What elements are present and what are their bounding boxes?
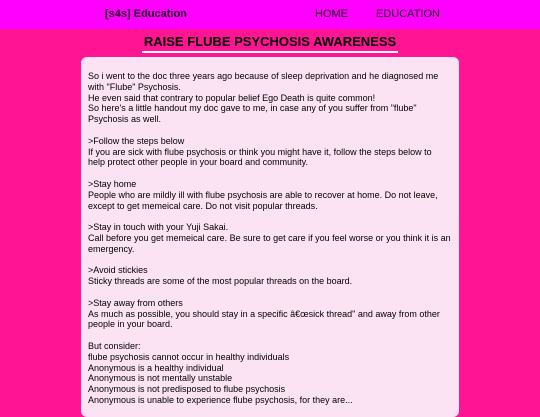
stay-in-touch-section xyxy=(88,222,451,254)
intro-paragraph xyxy=(88,71,451,125)
section-heading: >Avoid stickies xyxy=(88,265,148,276)
intro-line: He even said that contrary to popular belief Ego Death is quite common! xyxy=(88,92,376,103)
nav-home-link[interactable]: HOME xyxy=(315,8,348,20)
section-heading: >Stay home xyxy=(88,178,137,189)
consider-line: Anonymous is unable to experience flube psychosis, for they are... xyxy=(88,394,353,405)
intro-line: So here's a little handout my doc gave to me, in case any of you suffer from "flube" Psychosis as well. xyxy=(88,103,417,125)
page-title: RAISE FLUBE PSYCHOSIS AWARENESS xyxy=(142,34,398,53)
consider-line: flube psychosis cannot occur in healthy individuals xyxy=(88,351,290,362)
avoid-stickies-section xyxy=(88,265,451,287)
section-text: Call before you get memeical care. Be sure to get care if you feel worse or you think it is an emergency. xyxy=(88,232,451,254)
stay-away-section xyxy=(88,298,451,330)
consider-line: Anonymous is a healthy individual xyxy=(88,362,224,373)
section-text: Sticky threads are some of the most popular threads on the board. xyxy=(88,276,353,287)
section-text: As much as possible, you should stay in a specific â€œsick thread" and away from other people in your board. xyxy=(88,308,440,330)
section-text: If you are sick with flube psychosis or think you might have it, follow the steps below to help protect other people in your board and community. xyxy=(88,146,432,168)
follow-steps-section xyxy=(88,136,451,168)
section-heading: >Stay away from others xyxy=(88,297,183,308)
article-card xyxy=(81,57,459,417)
consider-line: Anonymous is not predisposed to flube psychosis xyxy=(88,384,286,395)
site-brand-link[interactable]: [s4s] Education xyxy=(105,8,187,20)
consider-section xyxy=(88,341,451,406)
section-heading: But consider: xyxy=(88,340,141,351)
section-text: People who are mildly ill with flube psychosis are able to recover at home. Do not leave, except to get memeical care. Do not visit popular threads. xyxy=(88,189,438,211)
intro-line: So i went to the doc three years ago because of sleep deprivation and he diagnosed me with "Flube" Psychosis. xyxy=(88,71,439,92)
nav-education-link[interactable]: EDUCATION xyxy=(376,8,440,20)
stay-home-section xyxy=(88,179,451,211)
section-heading: >Follow the steps below xyxy=(88,135,185,146)
page-title-container xyxy=(0,33,540,53)
section-heading: >Stay in touch with your Yuji Sakai. xyxy=(88,222,229,233)
consider-line: Anonymous is not mentally unstable xyxy=(88,373,233,384)
top-navigation-bar xyxy=(0,0,540,29)
